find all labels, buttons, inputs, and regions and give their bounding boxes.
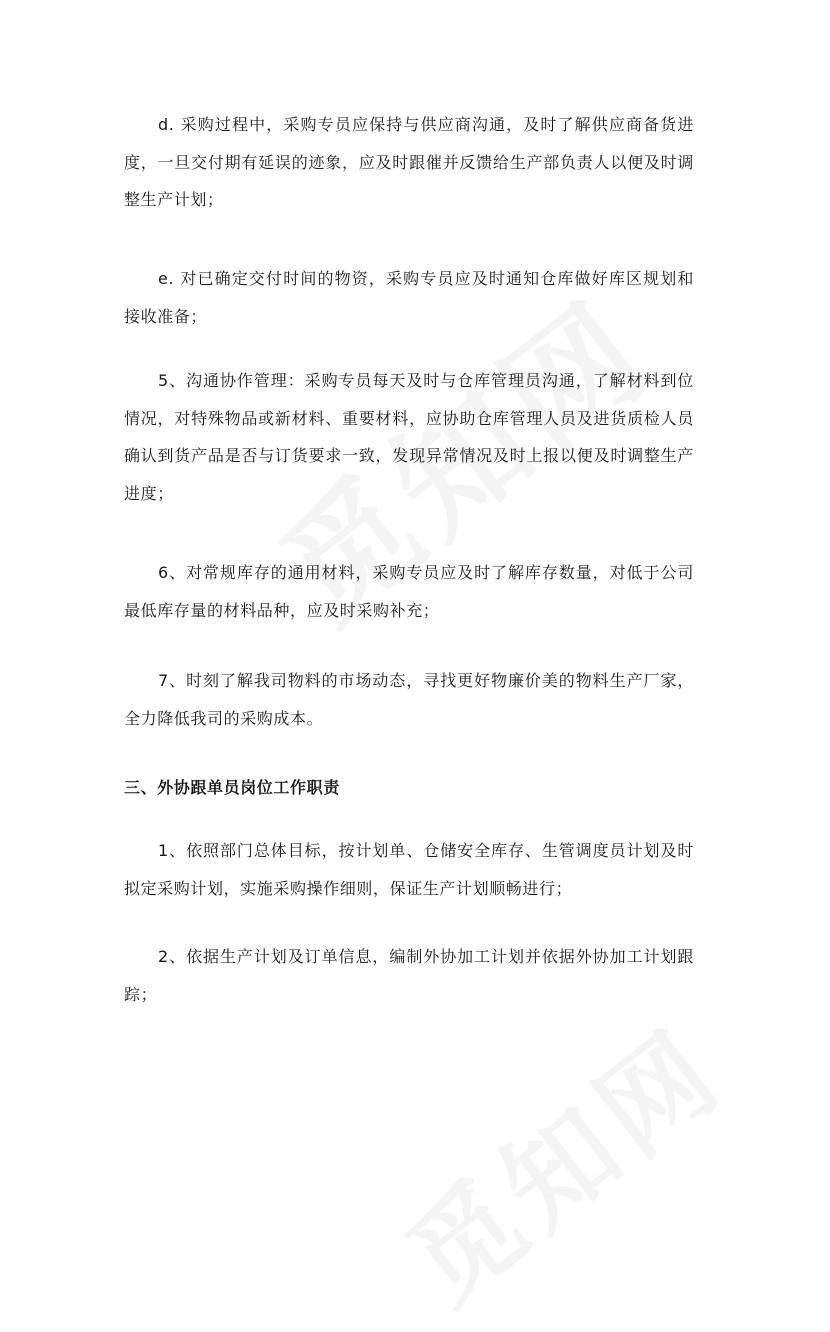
paragraph-e: e. 对已确定交付时间的物资，采购专员应及时通知仓库做好库区规划和接收准备； [124,269,694,326]
paragraph-section-2: 2、依据生产计划及订单信息，编制外协加工计划并依据外协加工计划跟踪； [124,947,694,1004]
paragraph-6: 6、对常规库存的通用材料，采购专员应及时了解库存数量，对低于公司最低库存量的材料品种，应及时采购补充； [124,563,694,620]
paragraph-d: d. 采购过程中，采购专员应保持与供应商沟通，及时了解供应商备货进度，一旦交付期有延误的迹象，应及时跟催并反馈给生产部负责人以便及时调整生产计划； [124,115,694,209]
section-heading: 三、外协跟单员岗位工作职责 [124,778,340,797]
paragraph-section-1: 1、依照部门总体目标，按计划单、仓储安全库存、生管调度员计划及时拟定采购计划，实施采购操作细则，保证生产计划顺畅进行； [124,841,694,898]
paragraph-7: 7、时刻了解我司物料的市场动态，寻找更好物廉价美的物料生产厂家，全力降低我司的采购成本。 [124,671,694,728]
watermark [370,986,751,1332]
paragraph-5: 5、沟通协作管理：采购专员每天及时与仓库管理员沟通，了解材料到位情况，对特殊物品或新材料、重要材料，应协助仓库管理人员及进货质检人员确认到货产品是否与订货要求一致，发现异常情况及时上报以便及时调整生产进度； [124,371,694,503]
